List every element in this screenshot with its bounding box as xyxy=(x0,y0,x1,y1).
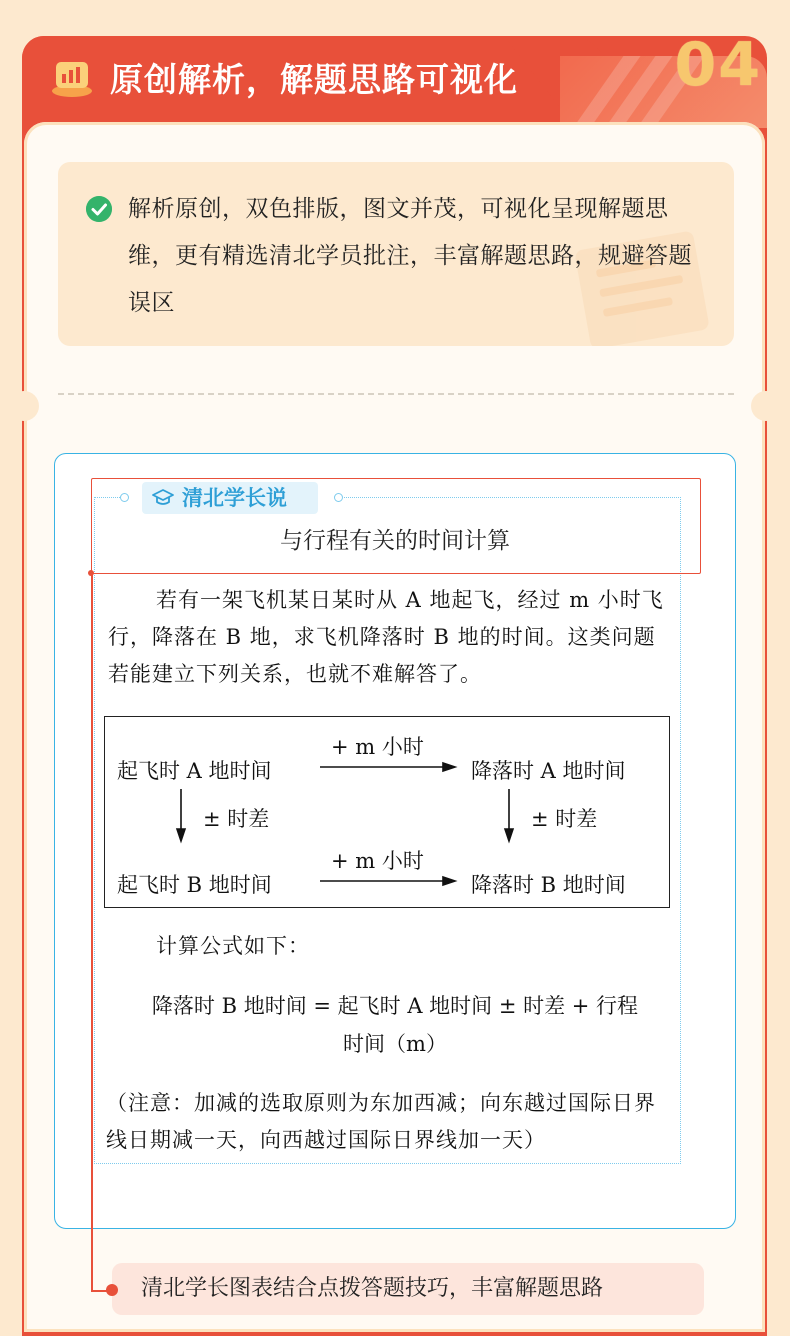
ticket-notch-right xyxy=(751,391,781,421)
diagram-bottom-right: 降落时 B 地时间 xyxy=(471,873,626,897)
diagram-bottom-left: 起飞时 B 地时间 xyxy=(117,873,272,897)
formula-line-1: 降落时 B 地时间 = 起飞时 A 地时间 ± 时差 + 行程 xyxy=(151,994,639,1018)
chart-icon xyxy=(50,58,94,98)
topic-title: 与行程有关的时间计算 xyxy=(280,528,510,554)
connector-line xyxy=(91,572,93,1290)
right-down-label: ± 时差 xyxy=(531,807,598,831)
ticket-notch-left xyxy=(9,391,39,421)
check-icon xyxy=(86,196,112,222)
summary-bullet xyxy=(106,1284,118,1296)
formula-line-2: 时间（m） xyxy=(343,1032,447,1056)
page-title: 原创解析，解题思路可视化 xyxy=(110,60,518,99)
diagram-arrows xyxy=(105,717,669,907)
note-paragraph: （注意：加减的选取原则为东加西减；向东越过国际日界线日期减一天，向西越过国际日界线加一天） xyxy=(106,1091,656,1152)
section-number: 04 xyxy=(674,30,762,100)
arrow-bottom-label: + m 小时 xyxy=(331,849,424,873)
mentor-tag-label: 清北学长说 xyxy=(182,486,287,510)
diagram-top-right: 降落时 A 地时间 xyxy=(471,759,626,783)
feature-description: 解析原创，双色排版，图文并茂，可视化呈现解题思维，更有精选清北学员批注，丰富解题思路，规避答题误区 xyxy=(128,196,692,316)
intro-paragraph: 若有一架飞机某日某时从 A 地起飞，经过 m 小时飞行，降落在 B 地，求飞机降落时 B 地的时间。这类问题若能建立下列关系，也就不难解答了。 xyxy=(108,588,664,686)
summary-text: 清北学长图表结合点拨答题技巧，丰富解题思路 xyxy=(141,1276,604,1301)
diagram-top-left: 起飞时 A 地时间 xyxy=(117,759,272,783)
left-down-label: ± 时差 xyxy=(203,807,270,831)
time-diagram xyxy=(104,716,670,908)
formula-intro: 计算公式如下： xyxy=(156,934,310,958)
arrow-top-label: + m 小时 xyxy=(331,735,424,759)
divider xyxy=(58,393,734,395)
